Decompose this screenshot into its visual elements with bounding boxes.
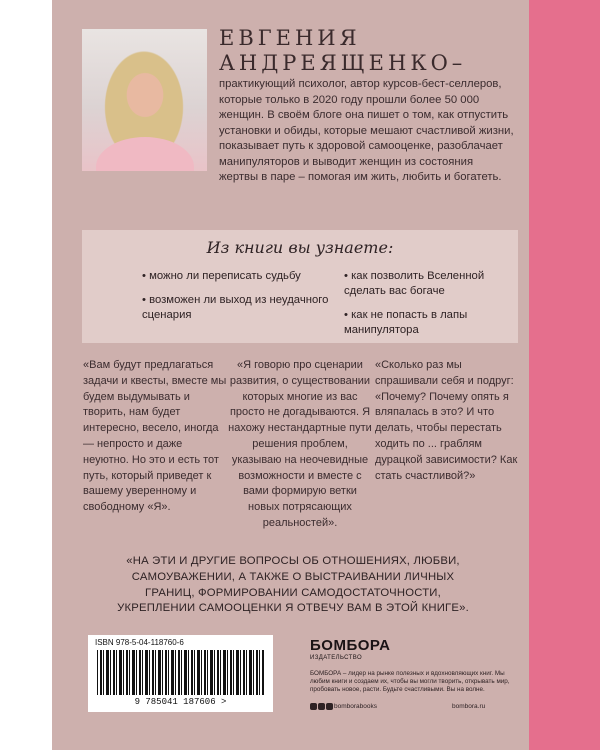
quote-left: «Вам будут предлагаться задачи и квесты, вместе мы будем выдумывать и творить, нам будет интересно, весело, иногда — непросто и даже неуютно. Но это и есть тот путь, который приведет к вашему уверенному и свободному «Я». <box>83 359 227 514</box>
author-photo-shoulders <box>96 137 194 171</box>
learn-item: • можно ли переписать судьбу <box>142 270 301 282</box>
publisher-description: БОМБОРА – лидер на рынке полезных и вдохновляющих книг. Мы любим книги и создаем их, чтобы вы могли творить, открывать мир, пробовать новое, расти. Будьте счастливыми. Вы на волне. <box>310 670 510 693</box>
summary-text: «НА ЭТИ И ДРУГИЕ ВОПРОСЫ ОБ ОТНОШЕНИЯХ, ЛЮБВИ, САМОУВАЖЕНИИ, А ТАКЖЕ О ВЫСТРАИВАНИИ ЛИЧНЫХ ГРАНИЦ, ФОРМИРОВАНИИ САМОДОСТАТОЧНОСТИ, УКРЕПЛЕНИИ САМООЦЕНКИ Я ОТВЕЧУ ВАМ В ЭТОЙ КНИГЕ». <box>117 555 469 615</box>
social-handle: bomborabooks <box>334 703 377 710</box>
publisher-logo: БОМБОРА <box>310 637 391 654</box>
facebook-icon <box>318 703 325 710</box>
author-photo <box>82 29 207 171</box>
quote-center: «Я говорю про сценарии развития, о существовании которых многие из вас просто не догадываются. Я нахожу нестандартные пути решения проблем, указываю на неочевидные возможности и вместе с вами формирую ветки новых потрясающих реальностей». <box>228 359 372 529</box>
author-bio: практикующий психолог, автор курсов-бест-селлеров, которые только в 2020 году прошли более 50 000 женщин. В своём блоге она пишет о том, как отпустить установки и обиды, которые мешают счастливой жизни, показывает путь к здоровой самооценке, разоблачает манипуляторов и выводит женщин из состояния жертвы в паре – помогая им жить, любить и богатеть. <box>219 78 514 183</box>
vk-icon <box>326 703 333 710</box>
barcode-bars <box>97 650 264 695</box>
publisher-subtitle: ИЗДАТЕЛЬСТВО <box>310 655 363 661</box>
quote-right: «Сколько раз мы спрашивали себя и подруг: «Почему? Почему опять я вляпалась в это? И что делать, чтобы перестать ходить по ... граблям дурацкой зависимости? Как стать счастливой?» <box>375 359 518 482</box>
instagram-icon <box>310 703 317 710</box>
author-name: ЕВГЕНИЯ АНДРЕЯЩЕНКО– <box>219 26 467 75</box>
learn-item: • возможен ли выход из неудачного сценария <box>142 294 329 321</box>
publisher-site: bombora.ru <box>452 703 486 710</box>
barcode-digits: 9 785041 187606 > <box>134 697 227 707</box>
learn-box <box>82 230 518 343</box>
isbn-text: ISBN 978-5-04-118760-6 <box>95 638 184 647</box>
book-back-cover <box>52 0 529 750</box>
learn-item: • как позволить Вселенной сделать вас богаче <box>344 270 485 297</box>
learn-title: Из книги вы узнаете: <box>206 238 394 257</box>
barcode <box>88 635 273 712</box>
book-spine <box>529 0 600 750</box>
learn-item: • как не попасть в лапы манипулятора <box>344 309 468 336</box>
social-icons <box>310 703 333 710</box>
